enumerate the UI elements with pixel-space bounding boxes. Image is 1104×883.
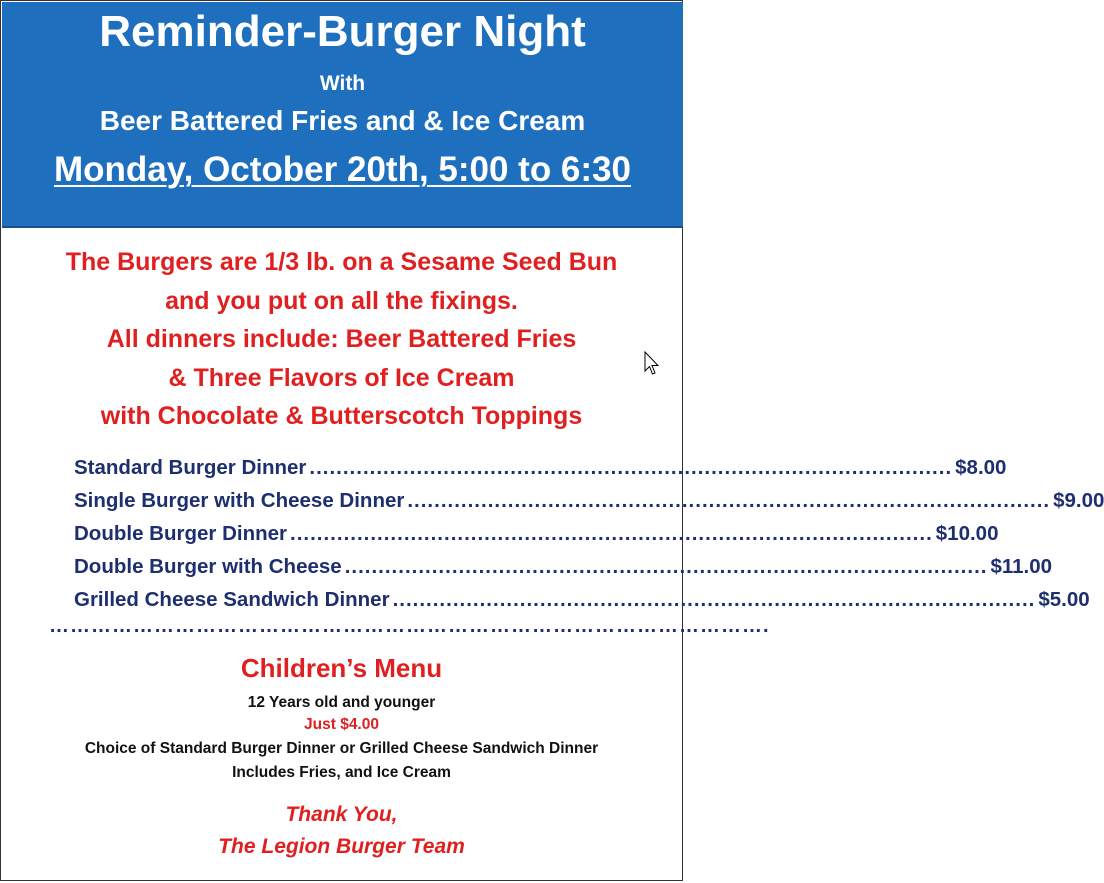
dot-leader	[407, 484, 1050, 517]
menu-item-price: $10.00	[935, 522, 999, 545]
closing	[1, 799, 682, 863]
childrens-price: Just $4.00	[304, 716, 379, 733]
dot-leader	[309, 451, 952, 484]
intro-line: and you put on all the fixings.	[165, 286, 518, 315]
mouse-pointer-icon	[644, 351, 660, 377]
menu-item	[74, 517, 999, 550]
header-banner	[2, 2, 683, 228]
menu-item	[74, 484, 1104, 517]
intro-line: with Chocolate & Butterscotch Toppings	[100, 402, 583, 430]
childrens-choice: Choice of Standard Burger Dinner or Grilled Cheese Sandwich Dinner	[84, 740, 599, 757]
menu-item	[74, 583, 1090, 616]
menu-item-price: $8.00	[955, 456, 1007, 479]
menu-item-name: Double Burger with Cheese	[74, 555, 342, 578]
event-date-text: Monday, October 20th, 5:00 to 6:30	[54, 150, 631, 189]
menu-item-price: $9.00	[1053, 489, 1104, 512]
event-date	[2, 147, 683, 193]
menu-item-name: Double Burger Dinner	[74, 522, 287, 545]
menu-item-price: $5.00	[1038, 588, 1090, 611]
team-signature: The Legion Burger Team	[218, 835, 465, 858]
menu-item-name: Grilled Cheese Sandwich Dinner	[74, 588, 390, 611]
dotted-divider: ………………………………………………………………………………………….	[49, 615, 770, 637]
intro-line: The Burgers are 1/3 lb. on a Sesame Seed Bun	[65, 248, 618, 276]
price-list	[74, 451, 1104, 616]
menu-item	[74, 550, 1053, 583]
intro-text	[1, 243, 682, 436]
flyer-title: Reminder-Burger Night	[99, 7, 586, 56]
childrens-includes: Includes Fries, and Ice Cream	[232, 764, 451, 781]
intro-line: All dinners include: Beer Battered Fries	[106, 325, 577, 353]
menu-item-name: Standard Burger Dinner	[74, 456, 307, 479]
menu-item-price: $11.00	[990, 555, 1053, 578]
dot-leader	[393, 583, 1036, 616]
with-label: With	[319, 72, 366, 95]
intro-line: & Three Flavors of Ice Cream	[168, 363, 515, 392]
dot-leader	[345, 550, 988, 583]
flyer-subtitle: Beer Battered Fries and & Ice Cream	[99, 105, 586, 136]
menu-item	[74, 451, 1007, 484]
childrens-menu-title: Children’s Menu	[240, 653, 443, 683]
thank-you-text: Thank You,	[285, 803, 398, 826]
dot-leader	[290, 517, 933, 550]
childrens-age: 12 Years old and younger	[247, 694, 436, 711]
menu-item-name: Single Burger with Cheese Dinner	[74, 489, 405, 512]
